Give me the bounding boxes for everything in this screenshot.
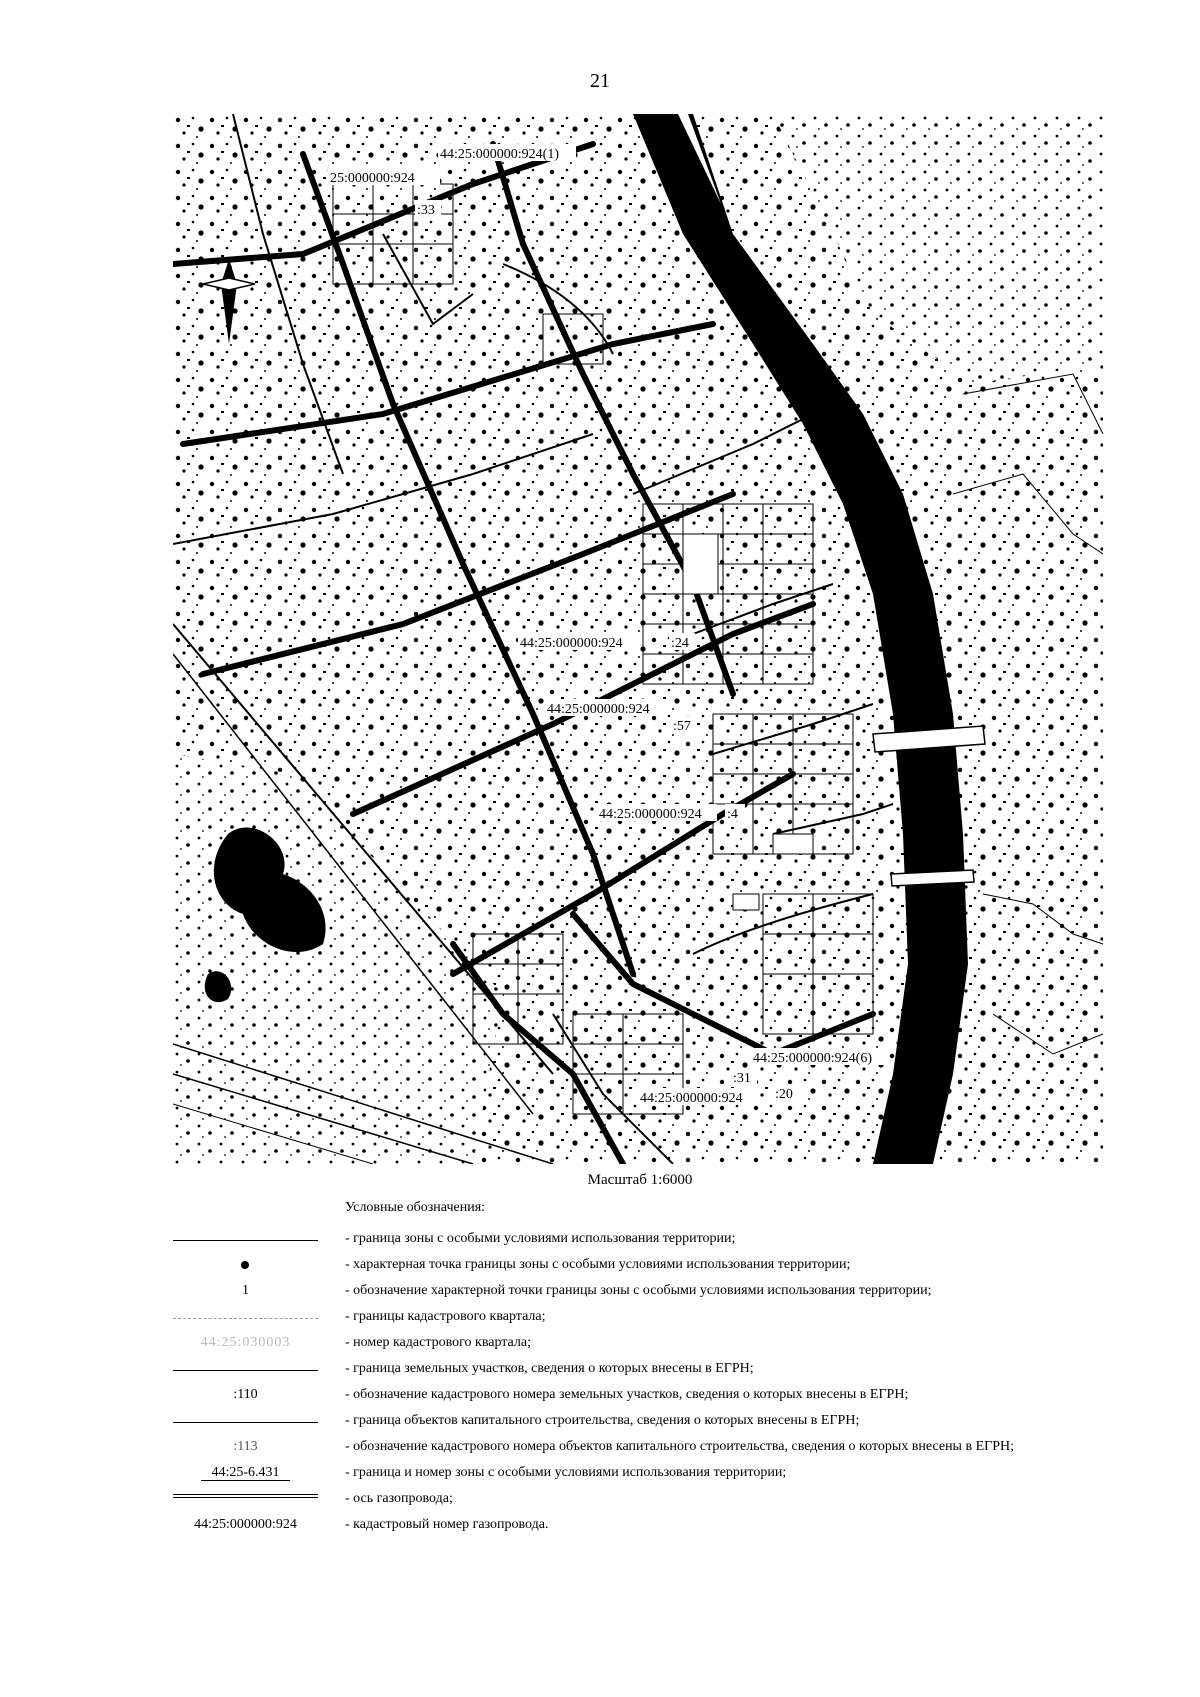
- legend-symbol: [173, 1332, 318, 1356]
- map-label: 44:25:000000:924(1): [440, 147, 559, 162]
- legend-row: [173, 1514, 1103, 1538]
- legend-title: Условные обозначения:: [345, 1200, 486, 1215]
- quarter-boundary-symbol: [173, 1306, 318, 1330]
- legend-text: - обозначение характерной точки границы зоны с особыми условиями использования территории;: [345, 1283, 932, 1298]
- legend-text: - обозначение кадастрового номера объектов капитального строительства, сведения о которых внесены в ЕГРН;: [345, 1439, 1015, 1454]
- map-label: 44:25:000000:924: [520, 636, 623, 651]
- map-label: 44:25:000000:924: [599, 807, 702, 822]
- map-scale: Масштаб 1:6000: [587, 1172, 693, 1188]
- legend-symbol: [173, 1462, 318, 1486]
- map-drawing: [173, 114, 1103, 1164]
- map-label: 44:25:000000:924(6): [753, 1051, 872, 1066]
- legend-text: - граница земельных участков, сведения о которых внесены в ЕГРН;: [345, 1361, 754, 1376]
- zone-number-symbol: [173, 1465, 318, 1481]
- legend-row: [173, 1254, 1103, 1278]
- map-label: 25:000000:924: [330, 171, 415, 186]
- legend-text: - граница и номер зоны с особыми условиями использования территории;: [345, 1465, 787, 1480]
- legend-row: [173, 1436, 1103, 1460]
- legend-text: - характерная точка границы зоны с особыми условиями использования территории;: [345, 1257, 851, 1272]
- cadastral-map: [173, 114, 1103, 1164]
- zone-number-value: 44:25-6.431: [201, 1465, 289, 1481]
- map-label: :24: [671, 636, 689, 651]
- map-label: :31: [733, 1071, 751, 1086]
- legend-text: - обозначение кадастрового номера земельных участков, сведения о которых внесены в ЕГРН;: [345, 1387, 909, 1402]
- legend-text: - ось газопровода;: [345, 1491, 453, 1506]
- building-number-symbol: :113: [233, 1439, 258, 1454]
- map-label: :33: [417, 203, 435, 218]
- legend-row: [173, 1488, 1103, 1512]
- legend-text: - границы кадастрового квартала;: [345, 1309, 546, 1324]
- legend-row: [173, 1462, 1103, 1486]
- map-label: :4: [727, 807, 738, 822]
- legend-row: [173, 1228, 1103, 1252]
- quarter-number-symbol: 44:25:030003: [200, 1335, 291, 1350]
- legend-row: [173, 1332, 1103, 1356]
- map-label: 44:25:000000:924: [640, 1091, 743, 1106]
- legend-row: [173, 1358, 1103, 1382]
- legend-symbol: [173, 1280, 318, 1304]
- boundary-point-symbol: [173, 1254, 318, 1278]
- legend-text: - номер кадастрового квартала;: [345, 1335, 531, 1350]
- legend-text: - граница зоны с особыми условиями использования территории;: [345, 1231, 736, 1246]
- map-label: :57: [673, 719, 691, 734]
- point-number-symbol: 1: [242, 1283, 249, 1298]
- legend-text: - кадастровый номер газопровода.: [345, 1517, 549, 1532]
- building-boundary-symbol: [173, 1410, 318, 1434]
- legend-row: [173, 1306, 1103, 1330]
- page-number: 21: [590, 70, 610, 92]
- map-label: 44:25:000000:924: [547, 702, 650, 717]
- legend-row: [173, 1410, 1103, 1434]
- gas-pipeline-axis-symbol: [173, 1488, 318, 1512]
- parcel-boundary-symbol: [173, 1358, 318, 1382]
- map-label: :20: [775, 1087, 793, 1102]
- legend-row: [173, 1384, 1103, 1408]
- pipeline-number-symbol: 44:25:000000:924: [194, 1517, 297, 1532]
- legend-symbol: [173, 1436, 318, 1460]
- parcel-number-symbol: :110: [233, 1387, 258, 1402]
- legend-row: [173, 1280, 1103, 1304]
- legend-symbol: [173, 1514, 318, 1538]
- legend-text: - граница объектов капитального строительства, сведения о которых внесены в ЕГРН;: [345, 1413, 860, 1428]
- legend-symbol: [173, 1384, 318, 1408]
- zone-boundary-symbol: [173, 1228, 318, 1252]
